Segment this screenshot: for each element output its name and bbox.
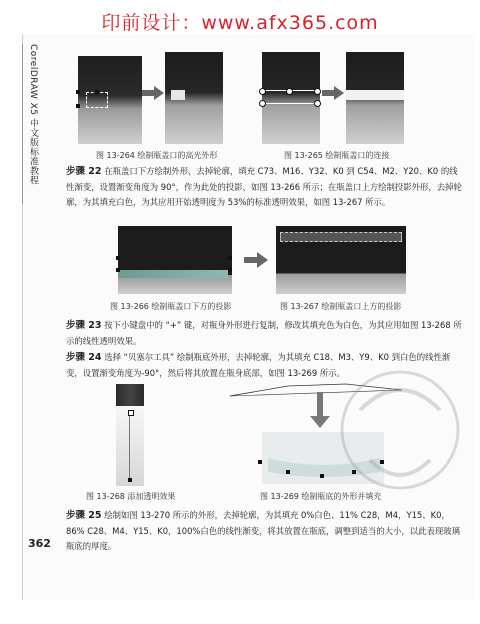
connection-shape-filled [346, 90, 404, 100]
figure-13-264-right [165, 52, 223, 144]
site-header: 印前设计：www.afx365.com [101, 12, 379, 34]
step-label: 步骤 23 [66, 320, 102, 331]
top-shadow-shape [280, 232, 402, 242]
figure-caption: 图 13-269 绘制瓶底的外形并填充 [260, 492, 382, 501]
highlight-shape-filled [171, 90, 185, 100]
watermark-stamp [330, 350, 470, 520]
figure-13-266 [118, 226, 232, 294]
arrow-right-icon [142, 86, 164, 100]
book-title-text: CorelDRAW X5 中文版标准教程 [28, 44, 38, 186]
figure-13-265-right [346, 52, 404, 144]
arrow-right-icon [322, 86, 344, 100]
node-handle [286, 470, 290, 474]
node-handle [258, 460, 262, 464]
selection-handle [95, 90, 99, 94]
node-handle [259, 100, 266, 107]
figure-13-267 [276, 226, 406, 294]
selection-handle [76, 104, 80, 108]
figure-caption: 图 13-267 绘制瓶盖口上方的投影 [280, 302, 402, 311]
step-22-paragraph [66, 164, 462, 211]
step-text: 按下小键盘中的 “+” 键，对瓶身外形进行复制，修改其填充色为白色，为其应用如图 13-268 所示的线性透明效果。 [66, 320, 462, 346]
figure-13-264-left [78, 56, 142, 144]
node-handle [259, 88, 266, 95]
figure-caption: 图 13-265 绘制瓶盖口的连接 [284, 151, 390, 160]
step-label: 步骤 22 [66, 166, 102, 177]
shadow-shape [118, 270, 228, 278]
step-text: 选择 “贝塞尔工具” 绘制瓶底外形，去掉轮廓，为其填充 C18、M3、Y9、K0 到白色的线性渐变，设置渐变角度为-90°，然后将其放置在瓶身底部，如图 13-269 所示。 [66, 352, 451, 378]
sidebar-book-title [24, 44, 40, 194]
selection-handle [228, 268, 232, 272]
bottle-body-transparent [116, 406, 144, 486]
transparency-slider [129, 412, 130, 480]
selection-handle [76, 90, 80, 94]
arrow-right-icon [244, 252, 268, 268]
figure-caption: 图 13-264 绘制瓶盖口的高光外形 [96, 151, 218, 160]
step-text: 绘制如图 13-270 所示的外形，去掉轮廓，为其填充 0%白色、11% C28，M4，Y15、K0，86% C28、M4、Y15、K0，100%白色的线性渐变，将其放置在瓶底，调整到适当的大小，以此表现玻璃瓶底的厚度。 [66, 510, 460, 551]
figure-caption: 图 13-266 绘制瓶盖口下方的投影 [110, 302, 232, 311]
transparency-handle [128, 410, 134, 416]
page-number: 362 [28, 537, 51, 550]
selection-handle [116, 268, 120, 272]
step-label: 步骤 25 [66, 510, 102, 521]
selection-handle [228, 256, 232, 260]
node-handle [320, 474, 324, 478]
figure-caption: 图 13-268 添加透明效果 [86, 492, 176, 501]
step-23-paragraph [66, 318, 462, 349]
step-text: 在瓶盖口下方绘制外形，去掉轮廓，填充 C73、M16、Y32、K0 到 C54、M2、Y20、K0 的线性渐变，设置渐变角度为 90°，作为此处的投影，如图 13-266 所示；在瓶盖口上方绘制投影外形，去掉轮廓，为其填充白色，为其应用开始透明度为 53%的标准透明效果，如图 13-267 所示。 [66, 166, 462, 207]
margin-rule [22, 44, 23, 204]
step-label: 步骤 24 [66, 352, 102, 363]
node-handle [314, 100, 321, 107]
node-handle [314, 88, 321, 95]
node-handle [286, 88, 293, 95]
figure-13-265-left [262, 52, 320, 144]
selection-handle [116, 256, 120, 260]
transparency-handle [128, 478, 132, 482]
highlight-shape [86, 92, 108, 108]
figure-13-268 [116, 384, 144, 486]
